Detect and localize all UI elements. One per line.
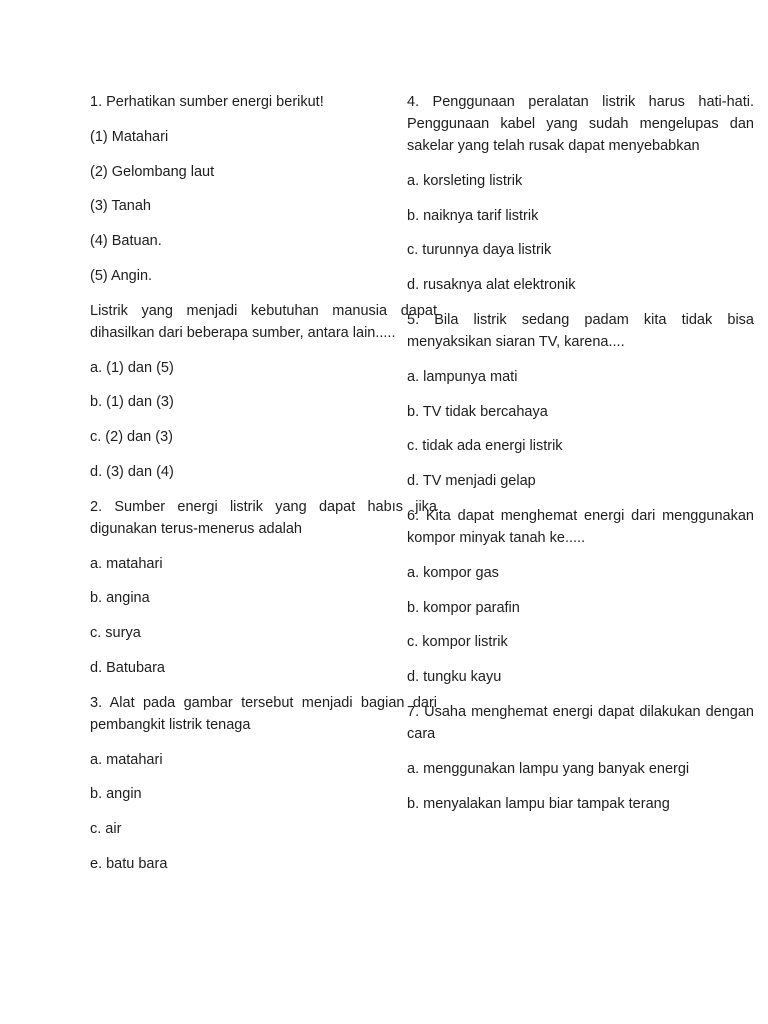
left-column [90, 91, 437, 888]
question-text: 3. Alat pada gambar tersebut menjadi bagian dari pembangkit listrik tenaga [90, 694, 437, 733]
question-text: 2. Sumber energi listrik yang dapat habıs jika digunakan terus-menerus adalah [90, 498, 437, 537]
answer-option: b. TV tidak bercahaya [407, 403, 548, 420]
answer-option: e. batu bara [90, 855, 168, 872]
source-item: (2) Gelombang laut [90, 163, 215, 180]
answer-option: b. menyalakan lampu biar tampak terang [407, 795, 670, 812]
answer-option: b. kompor parafin [407, 599, 520, 616]
source-item: (5) Angin. [90, 267, 153, 284]
answer-option: d. TV menjadi gelap [407, 473, 536, 490]
right-column [407, 91, 754, 827]
answer-option: c. kompor listrik [407, 634, 508, 651]
answer-option: b. angin [90, 786, 142, 803]
question-6 [407, 505, 754, 688]
source-item: (1) Matahari [90, 128, 169, 145]
answer-option: d. tungku kayu [407, 669, 502, 686]
answer-option: a. matahari [90, 751, 163, 768]
answer-option: d. Batubara [90, 659, 165, 676]
answer-option: d. (3) dan (4) [90, 463, 174, 480]
answer-option: c. (2) dan (3) [90, 429, 173, 446]
question-text: 7. Usaha menghemat energi dapat dilakukan dengan cara [407, 703, 754, 742]
question-1 [90, 91, 437, 483]
answer-option: d. rusaknya alat elektronik [407, 277, 576, 294]
answer-option: c. turunnya daya listrik [407, 242, 552, 259]
question-4 [407, 91, 754, 296]
question-prompt: Listrik yang menjadi kebutuhan manusia dapat dihasilkan dari beberapa sumber, antara lain..... [90, 302, 437, 341]
answer-option: a. matahari [90, 555, 163, 572]
question-7 [407, 701, 754, 815]
answer-option: c. air [90, 821, 122, 838]
source-item: (4) Batuan. [90, 233, 162, 250]
answer-option: b. naiknya tarif listrik [407, 207, 539, 224]
question-2 [90, 496, 437, 679]
answer-option: a. kompor gas [407, 564, 499, 581]
answer-option: a. korsleting listrik [407, 172, 523, 189]
question-text: 6. Kita dapat menghemat energi dari menggunakan kompor minyak tanah ke..... [407, 507, 754, 546]
question-3 [90, 692, 437, 875]
question-text: 5. Bila listrik sedang padam kita tidak bisa menyaksikan siaran TV, karena.... [407, 311, 754, 350]
question-text: 1. Perhatikan sumber energi berikut! [90, 94, 324, 110]
answer-option: c. tidak ada energi listrik [407, 438, 563, 455]
answer-option: b. (1) dan (3) [90, 394, 174, 411]
question-5 [407, 309, 754, 492]
answer-option: b. angina [90, 590, 150, 607]
answer-option: a. menggunakan lampu yang banyak energi [407, 760, 690, 777]
answer-option: a. lampunya mati [407, 368, 518, 385]
question-text: 4. Penggunaan peralatan listrik harus hati-hati. Penggunaan kabel yang sudah mengelupas dan sakelar yang telah rusak dapat menyebabkan [407, 94, 754, 154]
answer-option: c. surya [90, 625, 141, 642]
answer-option: a. (1) dan (5) [90, 359, 174, 376]
source-item: (3) Tanah [90, 198, 151, 215]
